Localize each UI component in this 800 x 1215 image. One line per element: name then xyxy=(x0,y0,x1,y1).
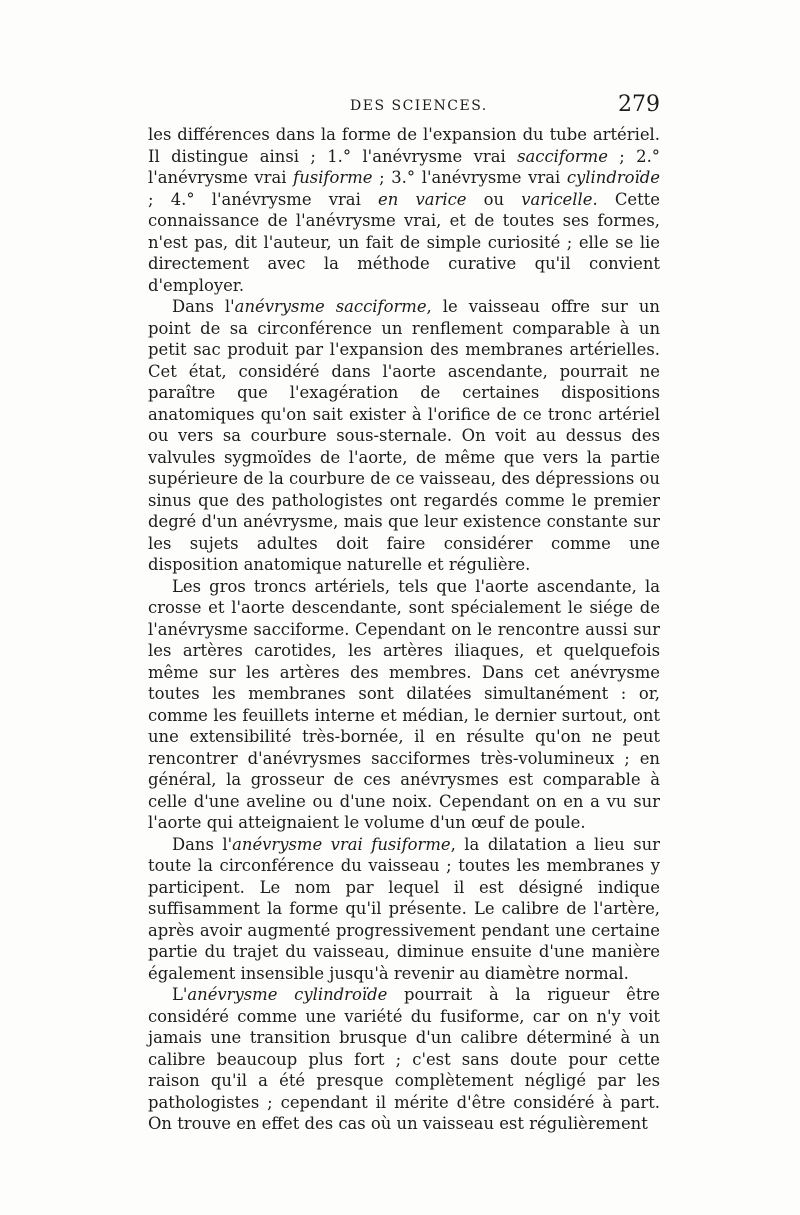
body-text xyxy=(148,124,660,1135)
text-run: ; 3.° l'anévrysme vrai xyxy=(372,168,567,187)
text-run: Les gros troncs artériels, tels que l'aorte ascendante, la crosse et l'aorte descendante, sont spécialement le siége de l'anévrysme sacciforme. Cependant on le rencontre aussi sur les artères carotides, les artères iliaques, et quelquefois même sur les artères des membres. Dans cet anévrysme toutes les membranes sont dilatées simultanément : or, comme les feuillets interne et médian, le dernier surtout, ont une extensibilité très-bornée, il en résulte qu'on ne peut rencontrer d'anévrysmes sacciformes très-volumineux ; en général, la grosseur de ces anévrysmes est comparable à celle d'une aveline ou d'une noix. Cependant on en a vu sur l'aorte qui atteignaient le volume d'un œuf de poule. xyxy=(148,576,660,832)
paragraph xyxy=(148,984,660,1135)
italic-term: anévrysme cylindroïde xyxy=(187,985,388,1004)
italic-term: en varice xyxy=(378,189,467,209)
paragraph xyxy=(148,576,660,834)
text-run: Dans l' xyxy=(172,297,235,316)
page-header xyxy=(150,92,660,122)
page-number: 279 xyxy=(618,92,660,117)
text-run: ; 4.° l'anévrysme vrai xyxy=(148,189,379,209)
text-run: Dans l' xyxy=(172,834,233,854)
italic-term: fusiforme xyxy=(293,168,373,187)
text-run: pourrait à la rigueur être considéré comme une variété du fusiforme, car on n'y voit jamais une transition brusque d'un calibre déterminé à un calibre beaucoup plus fort ; c'est sans doute pour cette raison qu'il a été presque complètement négligé par les pathologistes ; cependant il mérite d'être considéré à part. On trouve en effet des cas où un vaisseau est régulièrement xyxy=(148,985,660,1133)
text-run: ou xyxy=(466,189,522,209)
text-run: les différences dans la forme de l'expansion du tube artériel. Il distingue ainsi ; 1.° l'anévrysme vrai xyxy=(148,125,660,166)
text-run: ; 2.° l'anévrysme vrai xyxy=(148,146,660,187)
italic-term: sacciforme xyxy=(517,146,608,166)
italic-term: cylindroïde xyxy=(566,168,660,187)
text-run: . Cette connaissance de l'anévrysme vrai, et de toutes ses formes, n'est pas, dit l'auteur, un fait de simple curiosité ; elle se lie directement avec la méthode curative qu'il convient d'employer. xyxy=(148,189,660,295)
italic-term: anévrysme vrai fusiforme xyxy=(232,834,451,854)
paragraph xyxy=(148,834,660,985)
paragraph xyxy=(148,124,660,296)
text-run: , la dilatation a lieu sur toute la circonférence du vaisseau ; toutes les membranes y participent. Le nom par lequel il est désigné indique suffisamment la forme qu'il présente. Le calibre de l'artère, après avoir augmenté progressivement pendant une certaine partie du trajet du vaisseau, diminue ensuite d'une manière également insensible jusqu'à revenir au diamètre normal. xyxy=(148,834,661,983)
italic-term: varicelle xyxy=(521,189,593,209)
text-run: , le vaisseau offre sur un point de sa circonférence un renflement comparable à un petit sac produit par l'expansion des membranes artérielles. Cet état, considéré dans l'aorte ascendante, pourrait ne paraître que l'exagération de certaines dispositions anatomiques qu'on sait exister à l'orifice de ce tronc artériel ou vers sa courbure sous-sternale. On voit au dessus des valvules sygmoïdes de l'aorte, de même que vers la partie supérieure de la courbure de ce vaisseau, des dépressions ou sinus que des pathologistes ont regardés comme le premier degré d'un anévrysme, mais que leur existence constante sur les sujets adultes doit faire considérer comme une disposition anatomique naturelle et régulière. xyxy=(148,297,660,574)
text-run: L' xyxy=(172,985,188,1004)
italic-term: anévrysme sacciforme xyxy=(234,297,427,316)
running-title: DES SCIENCES. xyxy=(350,98,488,114)
paragraph xyxy=(148,296,660,576)
